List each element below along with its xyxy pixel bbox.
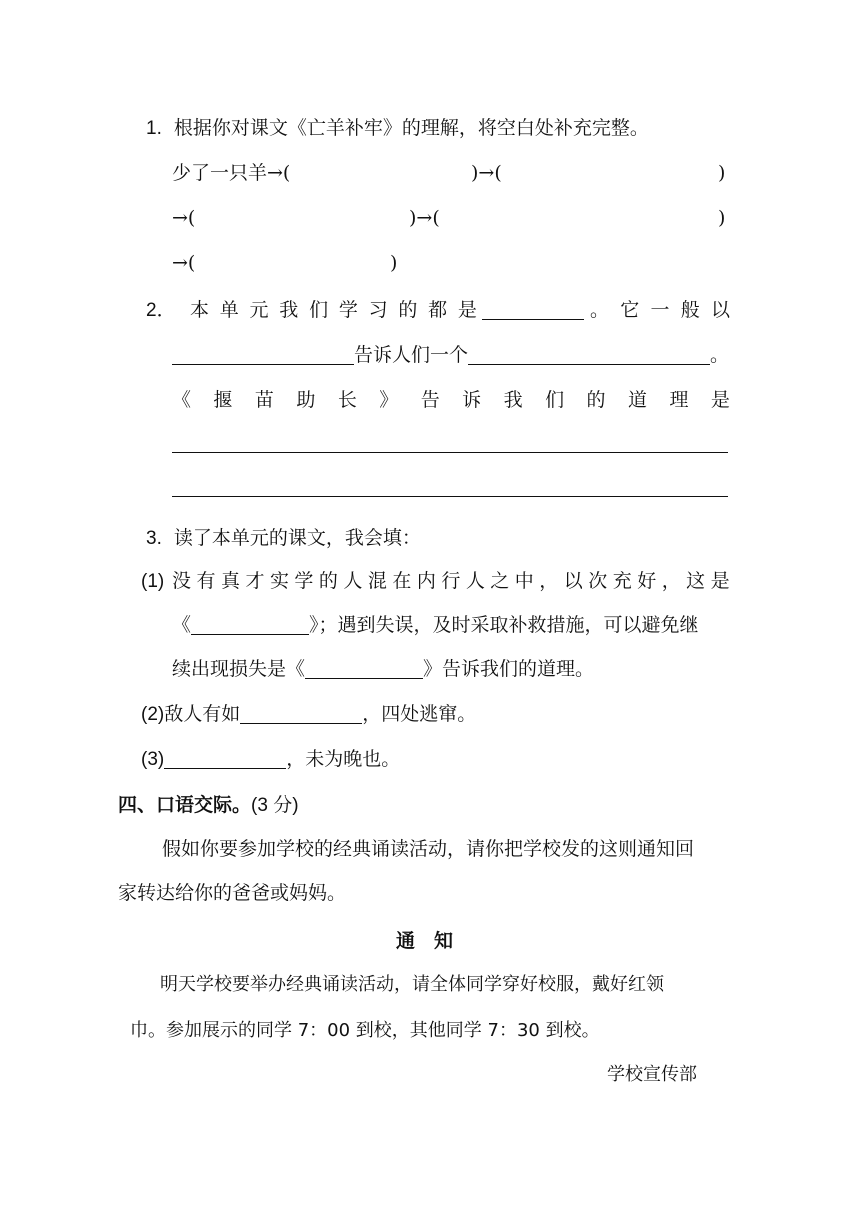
q1-chain-line2-open: →( (172, 207, 196, 229)
q3-blank-idiom2[interactable] (164, 748, 286, 769)
q3-p1-line1: 没 有 真 才 实 学 的 人 混 在 内 行 人 之 中 ， 以 次 充 好 ， 这 是 (172, 570, 730, 592)
q1-blank5-close: ) (390, 252, 398, 274)
q2-blank-lesson[interactable] (468, 344, 710, 365)
section4-score: (3 分) (251, 795, 299, 816)
q2-line1-text: 本 单 元 我 们 学 习 的 都 是 (190, 299, 477, 321)
q1-title (146, 115, 649, 142)
notice-signature: 学校宣传部 (607, 1064, 697, 1085)
q3-p1-label: (1) (141, 571, 165, 592)
q3-p3-label: (3) (141, 749, 165, 770)
q2-blank-form[interactable] (172, 344, 354, 365)
q3-p2-label: (2) (141, 704, 165, 725)
q2-answer-rule-1[interactable] (172, 452, 728, 453)
q3-p2: (2)敌人有如 ，四处逃窜。 (141, 703, 477, 725)
q2-blank-genre[interactable] (482, 299, 584, 320)
notice-line2: 巾。参加展示的同学 7：00 到校，其他同学 7：30 到校。 (130, 1020, 600, 1041)
q3-blank-book1[interactable] (191, 614, 309, 635)
q2-number: 2． (146, 300, 176, 321)
notice-line1: 明天学校要举办经典诵读活动，请全体同学穿好校服，戴好红领 (160, 974, 664, 995)
q2-line3-text: 《 揠 苗 助 长 》 告 诉 我 们 的 道 理 是 (172, 389, 730, 411)
q1-chain-start: 少了一只羊→( (172, 162, 291, 184)
section4-para-line1: 假如你要参加学校的经典诵读活动，请你把学校发的这则通知回 (162, 838, 695, 860)
q3-blank-idiom1[interactable] (240, 703, 362, 724)
q1-chain-line1 (172, 160, 290, 186)
q1-number: 1. (146, 118, 162, 139)
q3-number: 3. (146, 528, 162, 549)
q2-line2: 告诉人们一个 。 (172, 342, 729, 368)
q1-prompt: 根据你对课文《亡羊补牢》的理解，将空白处补充完整。 (173, 117, 649, 139)
notice-title: 通 知 (396, 930, 454, 952)
q1-blank2-close: ) (718, 162, 726, 184)
q1-blank1-close: )→( (471, 162, 502, 184)
q3-prompt: 读了本单元的课文，我会填： (173, 527, 421, 549)
q3-title (146, 525, 421, 552)
q1-chain-line3-open: →( (172, 252, 196, 274)
q2-answer-rule-2[interactable] (172, 496, 728, 497)
q3-blank-book2[interactable] (305, 658, 423, 679)
q3-p3: (3) ，未为晚也。 (141, 748, 401, 770)
q3-p1-line2: 《 》；遇到失误，及时采取补救措施，可以避免继 (172, 614, 699, 636)
q2-line1-end: 。 它 一 般 以 (590, 299, 730, 321)
q3-p1-line3: 续出现损失是《 》告诉我们的道理。 (172, 658, 595, 680)
section4-para-line2: 家转达给你的爸爸或妈妈。 (118, 882, 347, 904)
q1-blank3-close: )→( (409, 207, 440, 229)
section4-heading: 四、口语交际。(3 分) (118, 794, 299, 816)
q1-blank4-close: ) (718, 207, 726, 229)
